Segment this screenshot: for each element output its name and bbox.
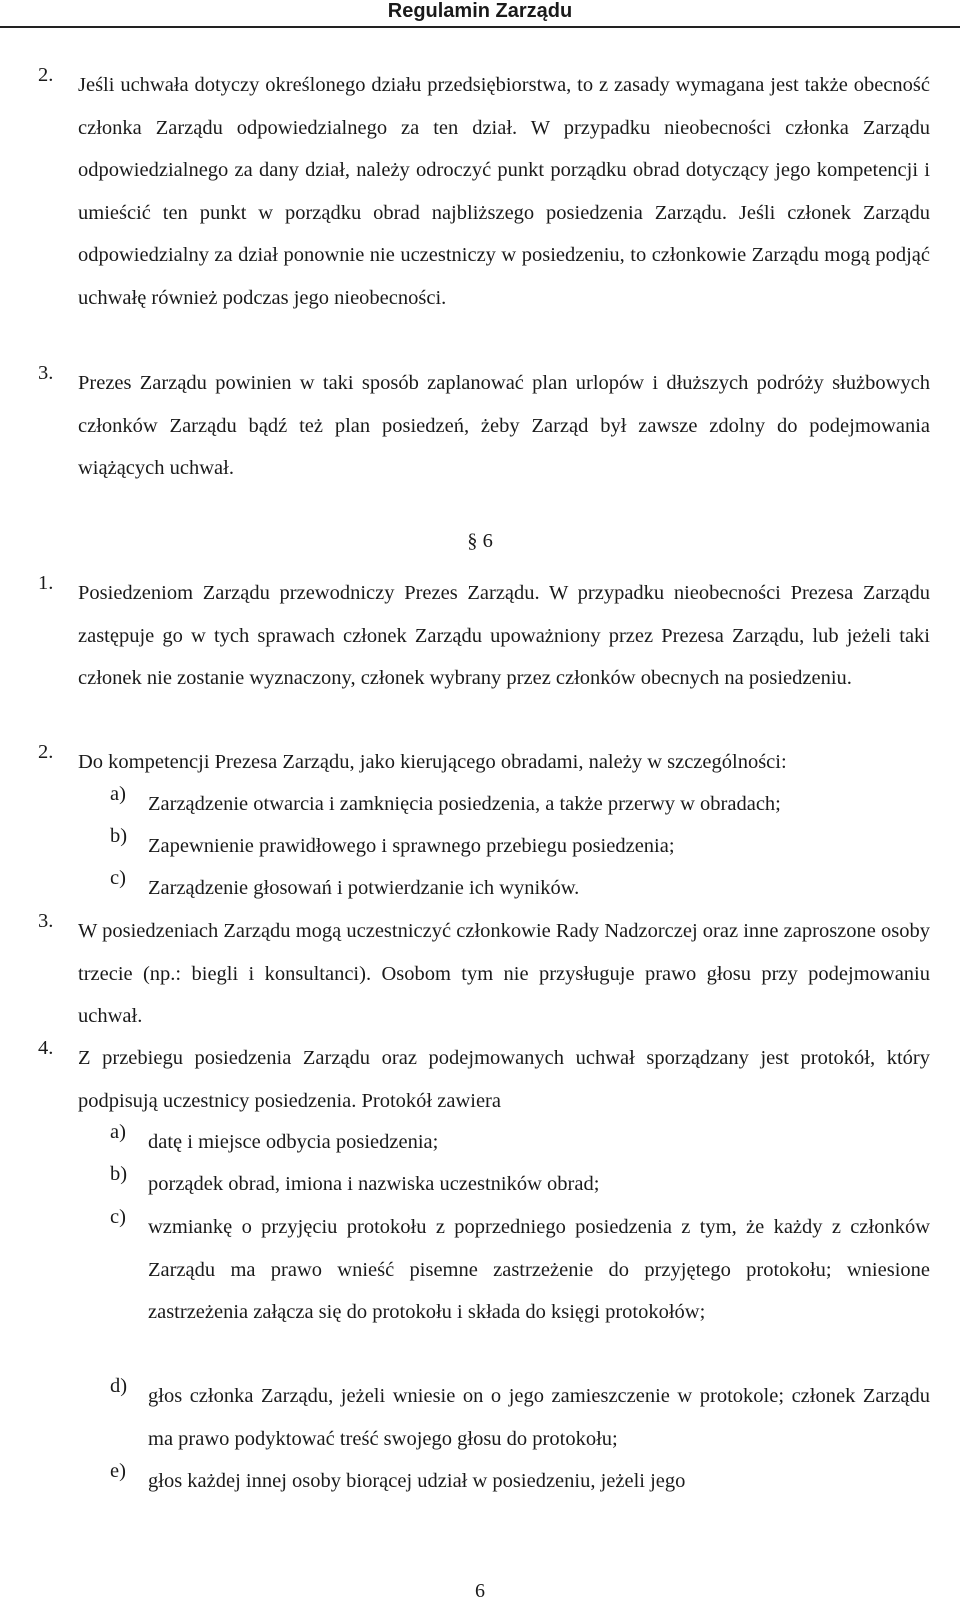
- item-text: W posiedzeniach Zarządu mogą uczestniczyć członkowie Rady Nadzorczej oraz inne zaproszone osoby trzecie (np.: biegli i konsultanci). Osobom tym nie przysługuje prawo głosu przy podejmowaniu uchwał.: [78, 920, 930, 1028]
- item-number: 1.: [38, 572, 54, 594]
- sub-item-label: b): [110, 825, 128, 847]
- sub-item-label: c): [110, 867, 126, 889]
- item-text: Prezes Zarządu powinien w taki sposób zaplanować plan urlopów i dłuższych podróży służbowych członków Zarządu bądź też plan posiedzeń, żeby Zarząd był zawsze zdolny do podejmowania wiążących uchwał.: [78, 372, 930, 480]
- page-number: 6: [475, 1580, 485, 1602]
- document-title: Regulamin Zarządu: [387, 0, 573, 22]
- sub-item-label: b): [110, 1163, 128, 1185]
- item-number: 3.: [38, 910, 54, 932]
- section-heading: § 6: [467, 530, 493, 552]
- sub-item-label: a): [110, 1121, 126, 1143]
- sub-item-label: d): [110, 1375, 128, 1397]
- sub-item-text: porządek obrad, imiona i nazwiska uczestników obrad;: [148, 1173, 600, 1195]
- sub-item-text: głos członka Zarządu, jeżeli wniesie on o jego zamieszczenie w protokole; członek Zarządu ma prawo podyktować treść swojego głosu do protokołu;: [148, 1385, 930, 1450]
- sub-item-text: datę i miejsce odbycia posiedzenia;: [148, 1131, 439, 1153]
- page-header: [0, 0, 960, 28]
- item-text: Z przebiegu posiedzenia Zarządu oraz podejmowanych uchwał sporządzany jest protokół, który podpisują uczestnicy posiedzenia. Protokół zawiera: [78, 1047, 930, 1112]
- item-text: Posiedzeniom Zarządu przewodniczy Prezes Zarządu. W przypadku nieobecności Prezesa Zarządu zastępuje go w tych sprawach członek Zarządu upoważniony przez Prezesa Zarządu, lub jeżeli taki członek nie zostanie wyznaczony, członek wybrany przez członków obecnych na posiedzeniu.: [78, 582, 930, 690]
- item-text: Do kompetencji Prezesa Zarządu, jako kierującego obradami, należy w szczególności:: [78, 751, 787, 773]
- sub-item-text: głos każdej innej osoby biorącej udział w posiedzeniu, jeżeli jego: [148, 1470, 686, 1492]
- item-number: 2.: [38, 64, 54, 86]
- sub-item-label: a): [110, 783, 126, 805]
- sub-item-label: c): [110, 1206, 126, 1228]
- sub-item-label: e): [110, 1460, 126, 1482]
- sub-item-text: wzmiankę o przyjęciu protokołu z poprzedniego posiedzenia z tym, że każdy z członków Zarządu ma prawo wnieść pisemne zastrzeżenie do przyjętego protokołu; wniesione zastrzeżenia załącza się do protokołu i składa do księgi protokołów;: [148, 1216, 930, 1324]
- item-number: 3.: [38, 362, 54, 384]
- sub-item-text: Zarządzenie głosowań i potwierdzanie ich wyników.: [148, 877, 580, 899]
- item-text: Jeśli uchwała dotyczy określonego działu przedsiębiorstwa, to z zasady wymagana jest także obecność członka Zarządu odpowiedzialnego za ten dział. W przypadku nieobecności członka Zarządu odpowiedzialnego za dany dział, należy odroczyć punkt porządku obrad dotyczący jego kompetencji i umieścić ten punkt w porządku obrad najbliższego posiedzenia Zarządu. Jeśli członek Zarządu odpowiedzialny za dział ponownie nie uczestniczy w posiedzeniu, to członkowie Zarządu mogą podjąć uchwałę również podczas jego nieobecności.: [78, 74, 930, 309]
- item-number: 4.: [38, 1037, 54, 1059]
- sub-item-text: Zapewnienie prawidłowego i sprawnego przebiegu posiedzenia;: [148, 835, 675, 857]
- sub-item-text: Zarządzenie otwarcia i zamknięcia posiedzenia, a także przerwy w obradach;: [148, 793, 781, 815]
- item-number: 2.: [38, 741, 54, 763]
